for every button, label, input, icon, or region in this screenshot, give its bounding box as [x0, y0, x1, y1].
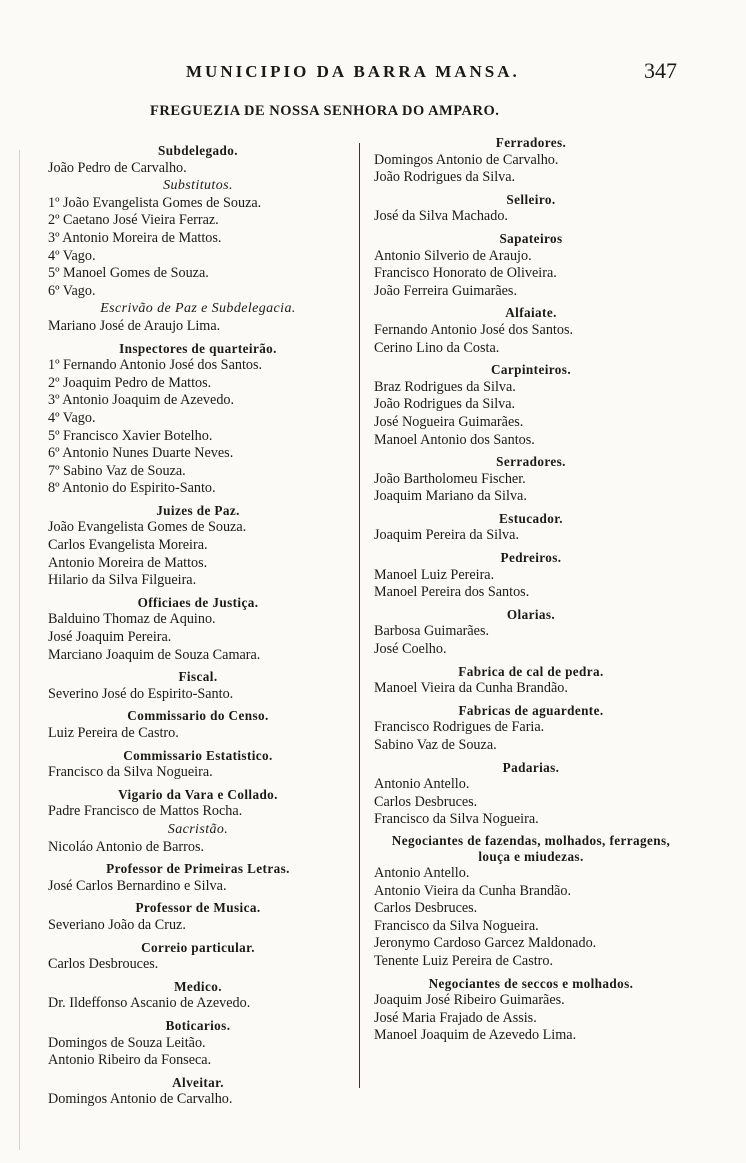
directory-entry: Domingos de Souza Leitão. — [48, 1034, 206, 1051]
section-heading: Estucador. — [499, 510, 563, 526]
directory-entry: Severino José do Espirito-Santo. — [48, 685, 234, 702]
directory-entry: Tenente Luiz Pereira de Castro. — [374, 952, 554, 969]
directory-entry: João Evangelista Gomes de Souza. — [48, 519, 247, 536]
directory-entry: Joaquim Mariano da Silva. — [374, 488, 527, 505]
directory-entry: Carlos Desbrouces. — [48, 956, 159, 973]
section-heading: Juizes de Paz. — [156, 502, 240, 518]
directory-entry: 3º Antonio Joaquim de Azevedo. — [48, 392, 235, 409]
section-heading: Correio particular. — [141, 939, 255, 955]
directory-entry: João Bartholomeu Fischer. — [374, 470, 526, 487]
directory-entry: Antonio Silverio de Araujo. — [374, 247, 532, 264]
directory-entry: 6º Vago. — [48, 282, 96, 299]
section-heading: Medico. — [174, 978, 222, 994]
directory-entry: José da Silva Machado. — [374, 208, 508, 225]
section-heading: Vigario da Vara e Collado. — [118, 786, 278, 802]
directory-entry: Jeronymo Cardoso Garcez Maldonado. — [374, 935, 597, 952]
section-heading: Escrivão de Paz e Subdelegacia. — [100, 301, 296, 317]
directory-entry: Francisco da Silva Nogueira. — [48, 764, 213, 781]
directory-entry: 4º Vago. — [48, 247, 96, 264]
directory-entry: Joaquim José Ribeiro Guimarães. — [374, 992, 565, 1009]
directory-entry: Francisco Rodrigues de Faria. — [374, 719, 545, 736]
directory-entry: Carlos Desbruces. — [374, 793, 478, 810]
section-heading: Inspectores de quarteirão. — [119, 340, 277, 356]
scan-edge-line — [19, 150, 20, 1150]
section-heading: Alfaiate. — [505, 305, 557, 321]
section-heading: Commissario do Censo. — [127, 708, 269, 724]
directory-entry: Francisco Honorato de Oliveira. — [374, 265, 557, 282]
directory-entry: José Nogueira Guimarães. — [374, 413, 524, 430]
directory-entry: Sabino Vaz de Souza. — [374, 737, 497, 753]
directory-entry: Manoel Pereira dos Santos. — [374, 584, 530, 601]
directory-entry: Antonio Antello. — [374, 776, 470, 793]
directory-entry: José Maria Frajado de Assis. — [374, 1009, 537, 1026]
directory-entry: Carlos Desbruces. — [374, 900, 478, 917]
directory-entry: 5º Manoel Gomes de Souza. — [48, 265, 209, 282]
directory-entry: 2º Joaquim Pedro de Mattos. — [48, 374, 212, 391]
section-heading: Subdelegado. — [158, 143, 238, 158]
directory-entry: 5º Francisco Xavier Botelho. — [48, 427, 213, 444]
directory-entry: Luiz Pereira de Castro. — [48, 725, 179, 741]
section-heading: Negociantes de seccos e molhados. — [428, 975, 634, 991]
directory-entry: Mariano José de Araujo Lima. — [48, 317, 221, 334]
page-header-title: MUNICIPIO DA BARRA MANSA. — [186, 62, 520, 81]
directory-entry: Domingos Antonio de Carvalho. — [48, 1091, 233, 1108]
section-heading: Fabricas de aguardente. — [458, 702, 604, 718]
directory-entry: 8º Antonio do Espirito-Santo. — [48, 480, 216, 497]
directory-entry: 1º João Evangelista Gomes de Souza. — [48, 194, 262, 211]
page-number: 347 — [644, 58, 677, 83]
directory-entry: Domingos Antonio de Carvalho. — [374, 151, 559, 168]
directory-entry: Cerino Lino da Costa. — [374, 339, 500, 356]
directory-entry: José Joaquim Pereira. — [48, 629, 172, 646]
section-heading: Professor de Primeiras Letras. — [106, 861, 290, 877]
directory-entry: João Rodrigues da Silva. — [374, 169, 516, 186]
directory-entry: Manoel Vieira da Cunha Brandão. — [374, 680, 568, 697]
directory-entry: 6º Antonio Nunes Duarte Neves. — [48, 445, 234, 462]
directory-entry: Manoel Luiz Pereira. — [374, 566, 495, 583]
section-heading: Professor de Musica. — [135, 900, 261, 916]
left-column — [48, 142, 348, 1109]
section-heading: Olarias. — [506, 606, 556, 622]
section-heading: Fabrica de cal de pedra. — [458, 663, 604, 679]
directory-entry: João Pedro de Carvalho. — [48, 159, 187, 176]
directory-entry: Antonio Antello. — [374, 864, 470, 881]
section-heading: Fiscal. — [178, 669, 218, 685]
directory-entry: Barbosa Guimarães. — [374, 623, 490, 640]
directory-entry: Nicoláo Antonio de Barros. — [48, 838, 205, 855]
right-column — [364, 134, 688, 1045]
directory-entry: Francisco da Silva Nogueira. — [374, 917, 539, 934]
directory-entry: Hilario da Silva Filgueira. — [48, 572, 197, 589]
directory-entry: Antonio Moreira de Mattos. — [48, 554, 208, 571]
section-heading: Boticarios. — [165, 1017, 231, 1033]
section-heading: Serradores. — [496, 454, 566, 470]
directory-entry: 4º Vago. — [48, 409, 96, 426]
section-heading: Selleiro. — [506, 191, 556, 207]
section-heading: Sacristão. — [167, 821, 229, 837]
directory-entry: João Rodrigues da Silva. — [374, 396, 516, 413]
directory-entry: Carlos Evangelista Moreira. — [48, 537, 208, 554]
section-heading: Alveitar. — [172, 1074, 224, 1090]
section-heading: Substitutos. — [163, 178, 233, 194]
parish-title: FREGUEZIA DE NOSSA SENHORA DO AMPARO. — [150, 103, 500, 119]
directory-entry: Fernando Antonio José dos Santos. — [374, 321, 574, 338]
directory-entry: 7º Sabino Vaz de Souza. — [48, 462, 186, 479]
directory-entry: Antonio Ribeiro da Fonseca. — [48, 1052, 212, 1069]
directory-entry: João Ferreira Guimarães. — [374, 282, 517, 299]
directory-entry: Antonio Vieira da Cunha Brandão. — [374, 882, 572, 899]
section-heading: Padarias. — [502, 759, 560, 775]
directory-entry: 2º Caetano José Vieira Ferraz. — [48, 212, 219, 229]
section-heading: Negociantes de fazendas, molhados, ferragens, louça e miudezas. — [391, 832, 671, 864]
directory-entry: 3º Antonio Moreira de Mattos. — [48, 229, 222, 246]
section-heading: Officiaes de Justiça. — [137, 594, 259, 610]
directory-entry: Balduino Thomaz de Aquino. — [48, 611, 216, 628]
directory-entry: Marciano Joaquim de Souza Camara. — [48, 646, 261, 663]
column-divider — [359, 143, 360, 1088]
section-heading: Carpinteiros. — [490, 362, 572, 378]
directory-entry: Severiano João da Cruz. — [48, 916, 186, 933]
directory-entry: Dr. Ildeffonso Ascanio de Azevedo. — [48, 995, 251, 1012]
directory-entry: Manoel Joaquim de Azevedo Lima. — [374, 1027, 577, 1044]
directory-entry: Joaquim Pereira da Silva. — [374, 527, 519, 544]
section-heading: Pedreiros. — [500, 550, 562, 566]
directory-entry: José Carlos Bernardino e Silva. — [48, 877, 227, 894]
directory-entry: José Coelho. — [374, 641, 447, 658]
directory-entry: 1º Fernando Antonio José dos Santos. — [48, 357, 263, 374]
directory-entry: Francisco da Silva Nogueira. — [374, 811, 539, 828]
section-heading: Commissario Estatistico. — [123, 747, 273, 763]
directory-entry: Manoel Antonio dos Santos. — [374, 431, 535, 448]
directory-entry: Padre Francisco de Mattos Rocha. — [48, 803, 243, 820]
section-heading: Sapateiros — [499, 230, 563, 246]
directory-entry: Braz Rodrigues da Silva. — [374, 378, 516, 395]
section-heading: Ferradores. — [495, 135, 567, 150]
